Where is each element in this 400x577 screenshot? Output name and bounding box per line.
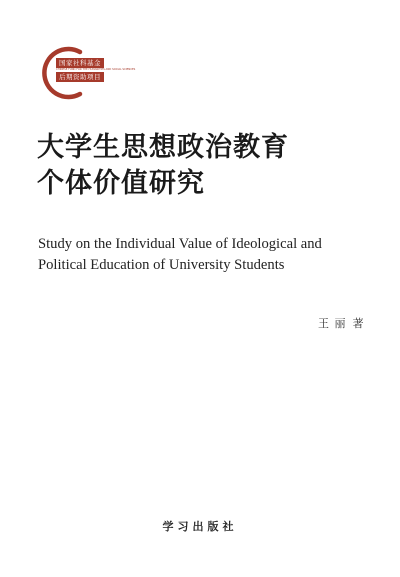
author [318,315,365,331]
publisher-name: 学习出版社 [162,520,238,533]
author-role: 著 [352,317,365,330]
emblem-text-line1: 国家社科基金 [56,58,104,68]
chinese-title [37,130,367,202]
chinese-title-line2: 个体价值研究 [37,168,205,199]
english-title [38,234,368,276]
english-title-line2: Political Education of University Students [38,257,285,273]
chinese-title-line1: 大学生思想政治教育 [37,132,289,163]
fund-emblem [34,44,136,102]
emblem-small-text: CHINESE FUND FOR THE HUMANITIES AND SOCIAL SCIENCES [56,68,136,71]
emblem-text-line2: 后期资助项目 [56,72,104,82]
english-title-line1: Study on the Individual Value of Ideological and [38,236,322,252]
author-name: 王 丽 [318,317,347,330]
